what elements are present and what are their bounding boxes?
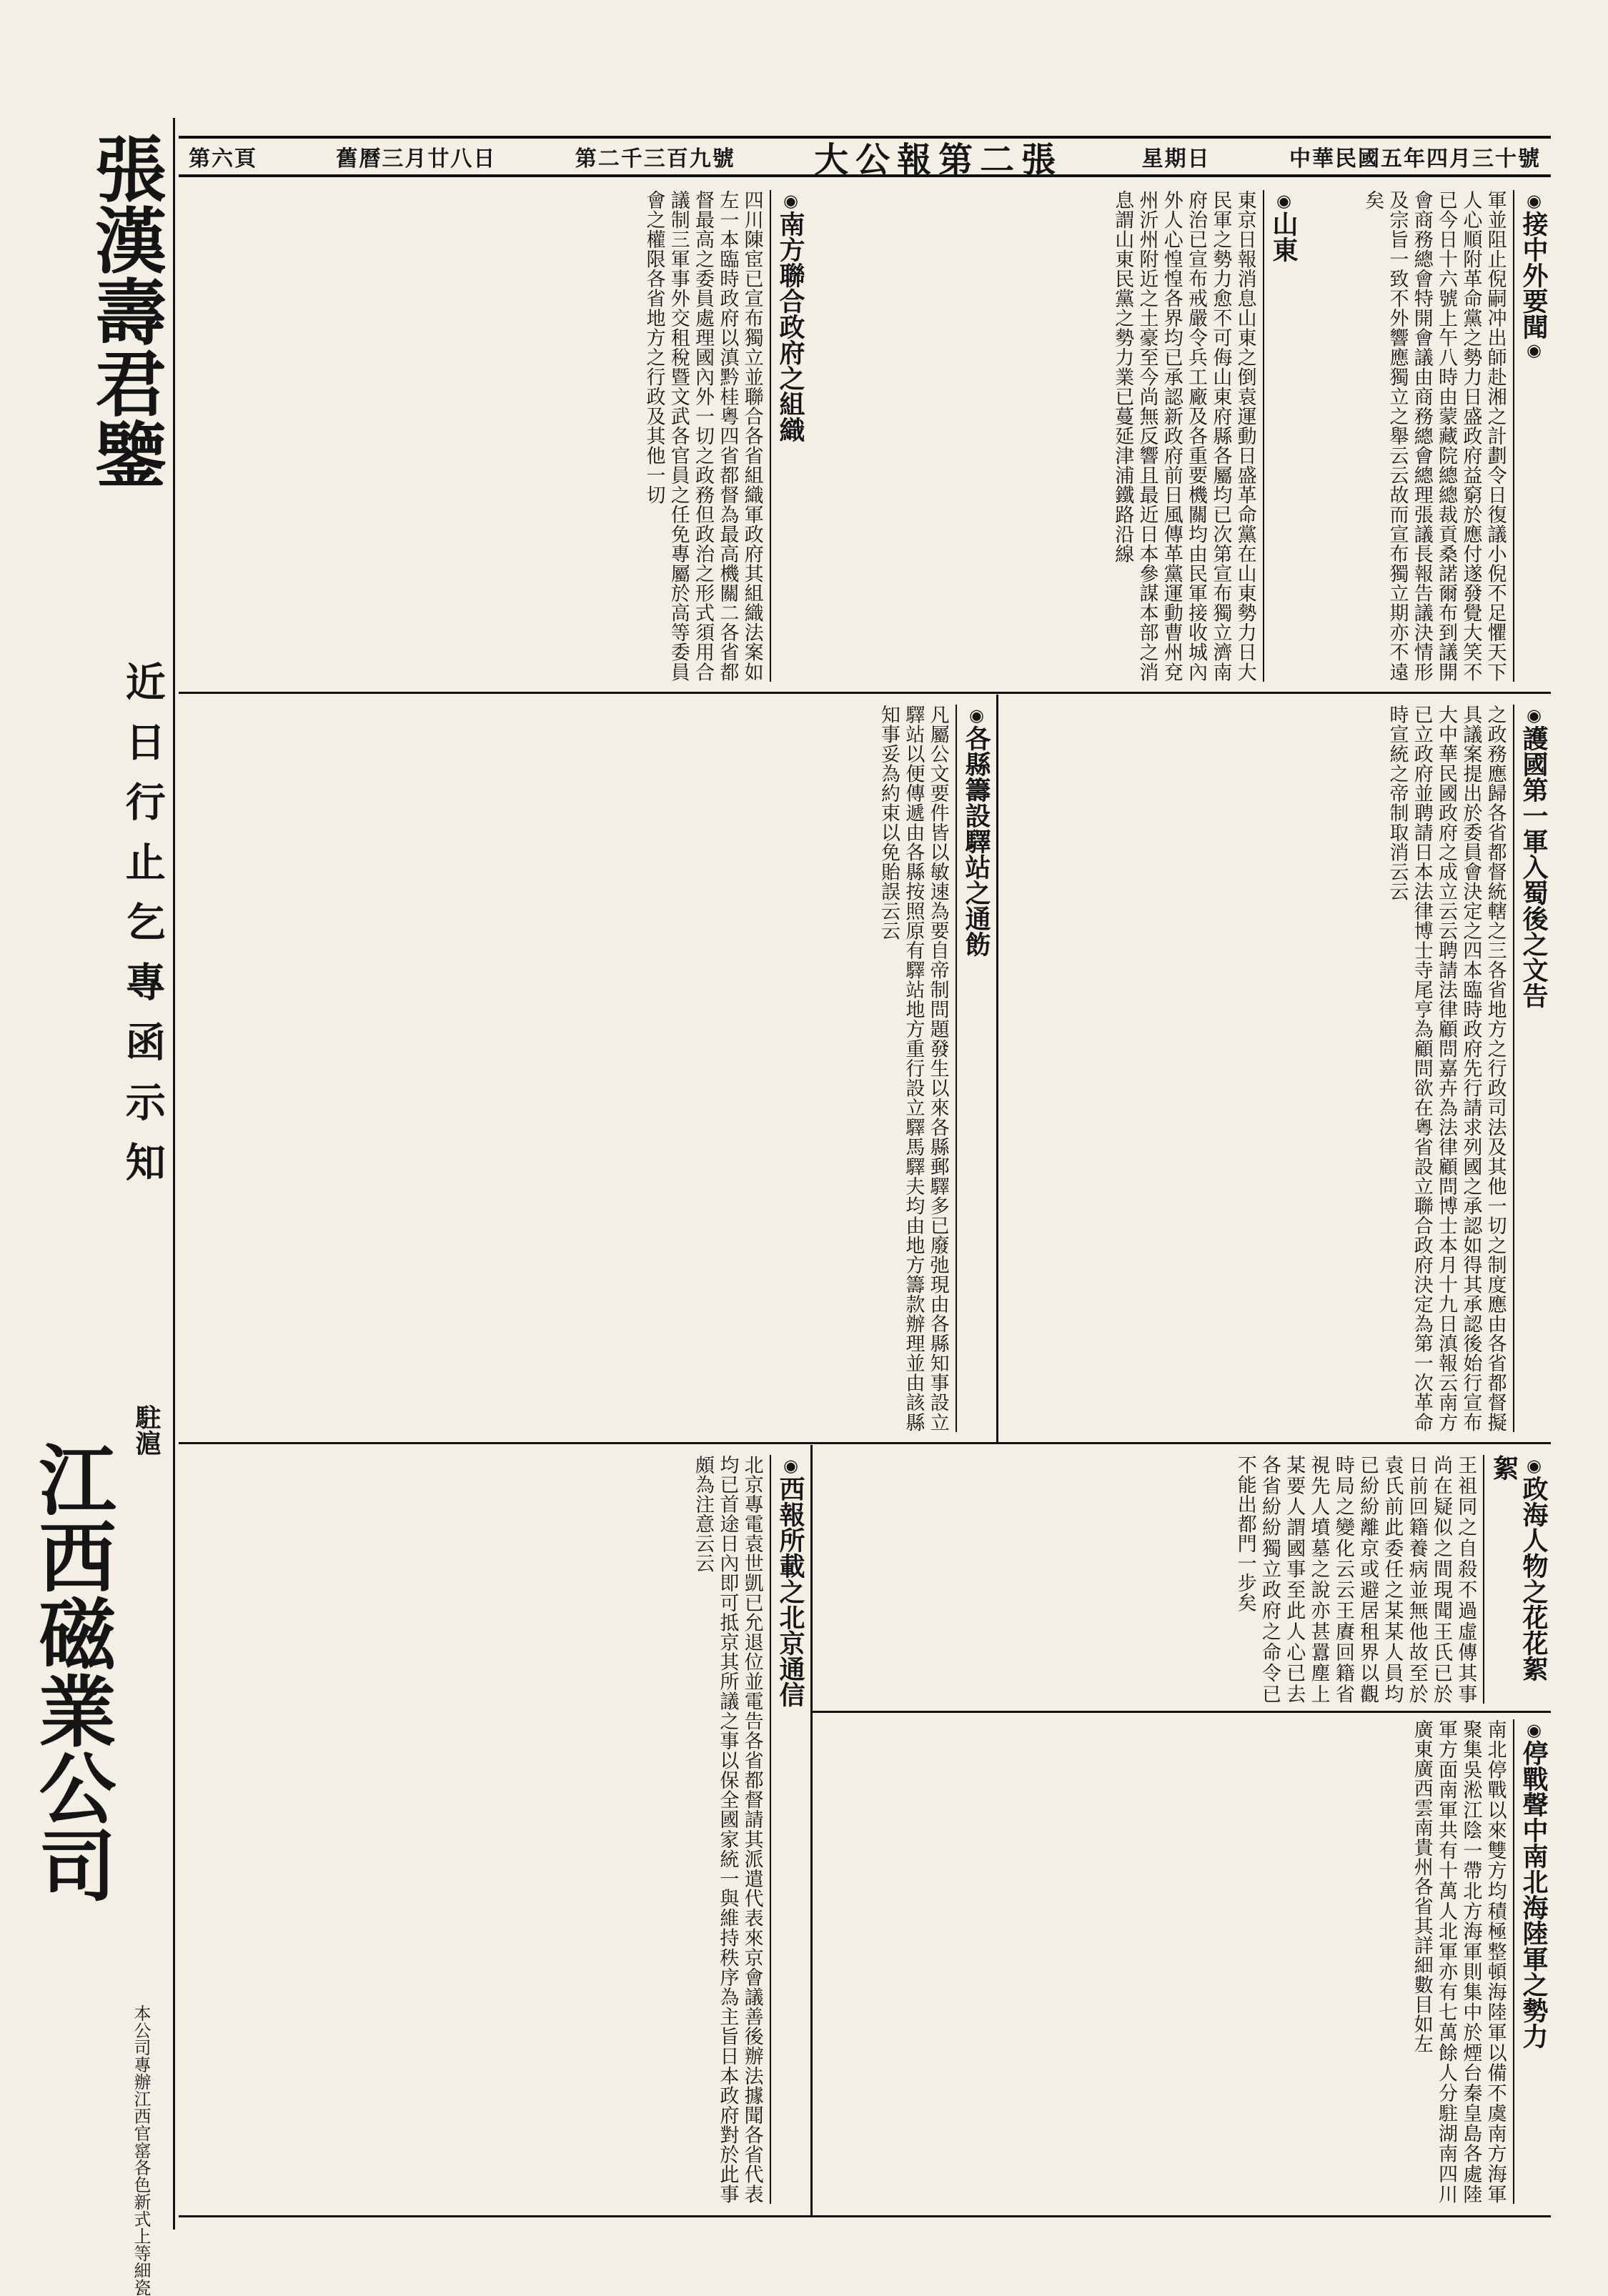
ad-company-name: 江西磁業公司 bbox=[26, 1440, 116, 1903]
article-body: 東京日報消息山東之倒袁運動日盛革命黨在山東勢力日大民軍之勢力愈不可侮山東府縣各屬均已次第宣布獨立濟南府治已宣布戒嚴令兵工廠及各重要機關均由民軍接收城內外人心惶惶各界均已承認新政府前日風傳革黨運動曹州兗州沂州附近之土豪至今尚無反響且最近日本參謀本部之消息謂山東民黨之勢力業已蔓延津浦鐵路沿線 bbox=[1111, 190, 1256, 682]
advertisement-column bbox=[21, 118, 175, 2296]
article-body: 軍並阻止倪嗣冲出師赴湘之計劃令日復議小倪不足懼天下人心順附革命黨之勢力日盛政府益窮於應付遂發覺大笑不已今日十六號上午八時由蒙藏院總總裁貢桑諾爾布到議開會商務總會特開會議由商務總會總理張議長報告議決情形及宗旨一致不外響應獨立之舉云云故而宣布獨立期亦不遠矣 bbox=[1361, 190, 1507, 682]
lunar-date: 舊曆三月廿八日 bbox=[336, 146, 497, 172]
issue-number: 第二千三百九號 bbox=[575, 146, 735, 172]
weekday: 星期日 bbox=[1141, 146, 1211, 172]
ad-location: 駐滬 bbox=[131, 1404, 162, 1456]
page-number: 第六頁 bbox=[189, 146, 257, 172]
headline: ◉各縣籌設驛站之通飭 bbox=[956, 705, 991, 1432]
article-body: 四川陳宦已宣布獨立並聯合各省組織軍政府其組織法案如左一本臨時政府以滇黔桂粵四省都督為最高機關二各省都督最高之委員處理國內外一切之政務但政治之形式須用合議制三軍事外交租稅暨文武各官員之任免專屬於高等委員會之權限各省地方之行政及其他一切 bbox=[642, 190, 763, 682]
ad-description: 本公司專辦江西官窰各色新式上等細瓷 bbox=[131, 2004, 151, 2296]
republic-date: 中華民國五年四月三十號 bbox=[1289, 146, 1541, 172]
article-body: 南北停戰以來雙方均積極整頓海陸軍以備不虞南方海軍聚集吳淞江陰一帶北方海軍則集中於煙台秦皇島各處陸軍方面南軍共有十萬人北軍亦有七萬餘人分駐湖南四川廣東廣西雲南貴州各省其詳細數目如左 bbox=[1410, 1719, 1507, 2204]
article-body: 凡屬公文要件皆以敏速為要自帝制問題發生以來各縣郵驛多已廢弛現由各縣知事設立驛站以便傳遞由各縣按照原有驛站地方重行設立驛馬驛夫均由地方籌款辦理並由該縣知事妥為約束以免貽誤云云 bbox=[878, 705, 949, 1432]
headline: ◉南方聯合政府之組織 bbox=[770, 190, 805, 682]
rule-row-2 bbox=[179, 1442, 1551, 1444]
headline: ◉接中外要聞◉ bbox=[1513, 190, 1548, 682]
article-western-report bbox=[179, 1451, 808, 2208]
headline: ◉山東 bbox=[1263, 190, 1298, 682]
article-military-strength bbox=[815, 1715, 1551, 2208]
ad-message-line: 近日行止乞專函示知 bbox=[119, 661, 167, 1201]
rule-row-3 bbox=[812, 1711, 1551, 1713]
article-political-figures bbox=[815, 1451, 1551, 1708]
headline: ◉停戰聲中南北海陸軍之勢力 bbox=[1513, 1719, 1548, 2204]
article-body: 王祖同之自殺不過虛傳其事尚在疑似之間現聞王氏已於日前回籍養病並無他故至於袁氏前此委任之某某人員均已紛紛離京或避居租界以觀時局之變化云云王賡回籍省視先人墳墓之說亦甚囂塵上某要人謂國事至此人心已去各省紛紛獨立政府之命令已不能出都門一步矣 bbox=[1234, 1455, 1477, 1704]
rule-bottom bbox=[179, 2215, 1551, 2217]
article-body: 之政務應歸各省都督統轄之三各省地方之行政司法及其他一切之制度應由各省都督擬具議案提出於委員會決定之四本臨時政府先行請求列國之承認如得其承認後始行宣布大中華民國政府之成立云云聘請法律顧問嘉卉為法律顧問博士本月十九日滇報云南方已立政府並聘請日本法律博士寺尾亨為顧問欲在粵省設立聯合政府決定為第一次革命時宣統之帝制取消云云 bbox=[1386, 705, 1507, 1432]
rule-col-mid bbox=[996, 695, 998, 1442]
rule-col-lower bbox=[810, 1445, 813, 2215]
headline: ◉西報所載之北京通信 bbox=[770, 1455, 805, 2204]
masthead bbox=[179, 136, 1551, 180]
headline: ◉政海人物之花花絮絮 bbox=[1483, 1455, 1548, 1704]
article-shandong bbox=[815, 186, 1301, 686]
article-foreign-news bbox=[1308, 186, 1551, 686]
article-postal-stations bbox=[179, 700, 993, 1436]
headline: ◉護國第一軍入蜀後之文告 bbox=[1513, 705, 1548, 1432]
paper-title: 大公報第二張 bbox=[814, 139, 1063, 180]
rule-row-1 bbox=[179, 692, 1551, 694]
ad-name-line: 張漢壽君鑒 bbox=[83, 132, 167, 489]
article-body: 北京專電袁世凱已允退位並電告各省都督請其派遣代表來京會議善後辦法據聞各省代表均已首途日內即可抵京其所議之事以保全國家統一與維持秩序為主旨日本政府對於此事頗為注意云云 bbox=[692, 1455, 763, 2204]
article-army-proclamation bbox=[1001, 700, 1551, 1436]
article-southern-government bbox=[179, 186, 808, 686]
